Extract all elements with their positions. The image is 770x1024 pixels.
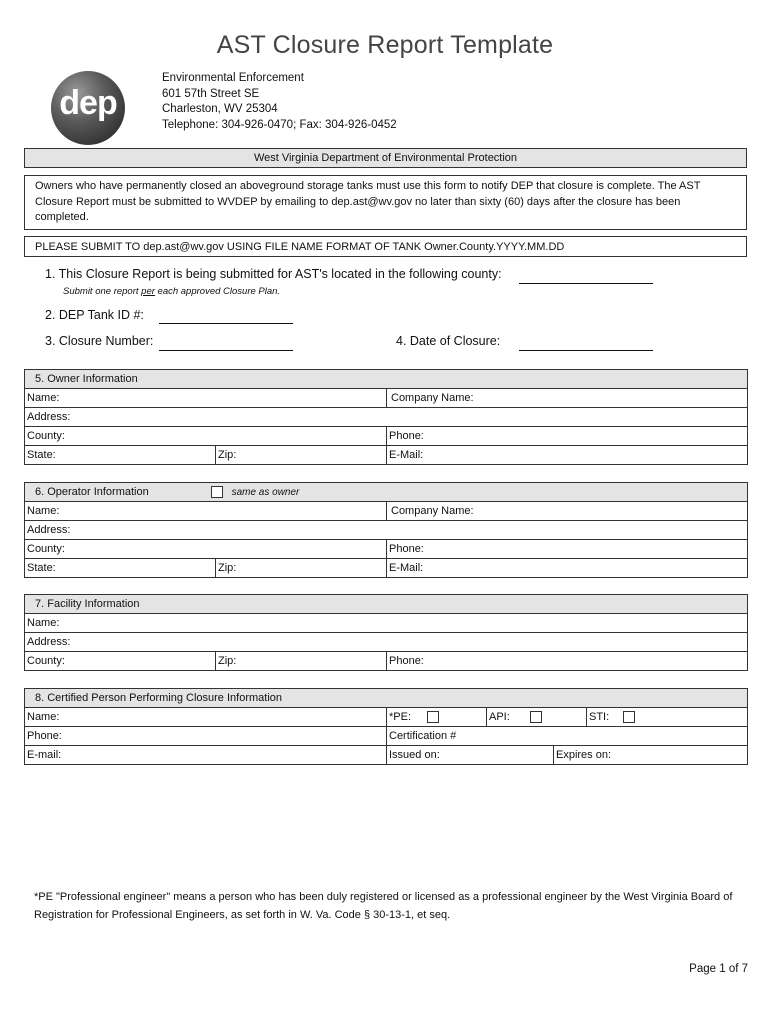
address-line: Environmental Enforcement bbox=[162, 72, 304, 84]
owner-email-field[interactable]: E-Mail: bbox=[387, 446, 748, 465]
owner-phone-field[interactable]: Phone: bbox=[387, 427, 748, 446]
same-as-owner-group[interactable] bbox=[211, 486, 300, 498]
certification-field[interactable]: Certification # bbox=[387, 727, 748, 746]
closure-date-input[interactable] bbox=[519, 350, 653, 351]
sti-checkbox[interactable] bbox=[623, 711, 635, 723]
api-field[interactable] bbox=[487, 708, 587, 727]
facility-county-field[interactable]: County: bbox=[25, 652, 216, 671]
operator-name-field[interactable]: Name: bbox=[25, 502, 387, 521]
intro-text: Owners who have permanently closed an aboveground storage tanks must use this form to notify DEP that closure is complete. The AST Closure Report must be submitted to WVDEP by emailing to dep.ast@wv.gov no later than sixty (60) days after the closure has been completed. bbox=[24, 175, 747, 230]
note-text: Submit one report bbox=[63, 286, 139, 297]
section-heading bbox=[25, 483, 748, 502]
api-checkbox[interactable] bbox=[530, 711, 542, 723]
operator-zip-field[interactable]: Zip: bbox=[216, 559, 387, 578]
section-heading: 7. Facility Information bbox=[25, 595, 748, 614]
owner-county-field[interactable]: County: bbox=[25, 427, 387, 446]
submit-instructions: PLEASE SUBMIT TO dep.ast@wv.gov USING FILE NAME FORMAT OF TANK Owner.County.YYYY.MM.DD bbox=[24, 236, 747, 257]
operator-section bbox=[24, 482, 748, 578]
note-text: each approved Closure Plan. bbox=[157, 286, 281, 297]
issued-on-field[interactable]: Issued on: bbox=[387, 746, 554, 765]
facility-phone-field[interactable]: Phone: bbox=[387, 652, 748, 671]
pe-footnote: *PE "Professional engineer" means a person who has been duly registered or licensed as a professional engineer by the West Virginia Board of Registration for Professional Engineers, as set forth in W. Va. Code § 30-13-1, et seq. bbox=[34, 891, 733, 921]
operator-county-field[interactable]: County: bbox=[25, 540, 387, 559]
facility-address-field[interactable]: Address: bbox=[25, 633, 748, 652]
facility-zip-field[interactable]: Zip: bbox=[216, 652, 387, 671]
section-heading-text: 6. Operator Information bbox=[35, 486, 149, 498]
sti-label: STI: bbox=[589, 710, 610, 723]
section-heading: 5. Owner Information bbox=[25, 370, 748, 389]
q4-label: 4. Date of Closure: bbox=[396, 334, 501, 348]
address-line: Telephone: 304-926-0470; Fax: 304-926-0452 bbox=[162, 118, 397, 131]
certified-name-field[interactable]: Name: bbox=[25, 708, 387, 727]
sti-field[interactable] bbox=[587, 708, 748, 727]
owner-company-field[interactable]: Company Name: bbox=[387, 389, 748, 408]
owner-address-field[interactable]: Address: bbox=[25, 408, 748, 427]
operator-company-field[interactable]: Company Name: bbox=[387, 502, 748, 521]
owner-zip-field[interactable]: Zip: bbox=[216, 446, 387, 465]
q3-label: 3. Closure Number: bbox=[45, 334, 154, 348]
facility-section bbox=[24, 594, 748, 671]
owner-name-field[interactable]: Name: bbox=[25, 389, 387, 408]
same-as-owner-checkbox[interactable] bbox=[211, 486, 223, 498]
section-heading: 8. Certified Person Performing Closure Information bbox=[25, 689, 748, 708]
county-input[interactable] bbox=[519, 283, 653, 284]
pe-label: *PE: bbox=[389, 710, 412, 723]
closure-number-input[interactable] bbox=[159, 350, 293, 351]
pe-checkbox[interactable] bbox=[427, 711, 439, 723]
certified-section bbox=[24, 688, 748, 765]
address-line: 601 57th Street SE bbox=[162, 87, 260, 100]
same-as-owner-label: same as owner bbox=[231, 487, 300, 498]
address-line: Charleston, WV 25304 bbox=[162, 103, 278, 116]
agency-header: West Virginia Department of Environmental Protection bbox=[24, 148, 747, 168]
agency-address bbox=[162, 71, 397, 133]
q1-label: 1. This Closure Report is being submitted for AST's located in the following county: bbox=[45, 267, 502, 281]
q1-note bbox=[63, 286, 280, 297]
operator-phone-field[interactable]: Phone: bbox=[387, 540, 748, 559]
facility-name-field[interactable]: Name: bbox=[25, 614, 748, 633]
certified-email-field[interactable]: E-mail: bbox=[25, 746, 387, 765]
page-number: Page 1 of 7 bbox=[689, 963, 748, 975]
api-label: API: bbox=[489, 710, 510, 723]
expires-on-field[interactable]: Expires on: bbox=[554, 746, 748, 765]
operator-state-field[interactable]: State: bbox=[25, 559, 216, 578]
pe-field[interactable] bbox=[387, 708, 487, 727]
logo-text: dep bbox=[59, 84, 117, 122]
dep-logo bbox=[51, 71, 125, 145]
owner-section bbox=[24, 369, 748, 465]
certified-phone-field[interactable]: Phone: bbox=[25, 727, 387, 746]
tank-id-input[interactable] bbox=[159, 323, 293, 324]
owner-state-field[interactable]: State: bbox=[25, 446, 216, 465]
q2-label: 2. DEP Tank ID #: bbox=[45, 308, 144, 322]
operator-address-field[interactable]: Address: bbox=[25, 521, 748, 540]
page-title: AST Closure Report Template bbox=[216, 31, 554, 59]
note-per: per bbox=[141, 286, 155, 297]
operator-email-field[interactable]: E-Mail: bbox=[387, 559, 748, 578]
